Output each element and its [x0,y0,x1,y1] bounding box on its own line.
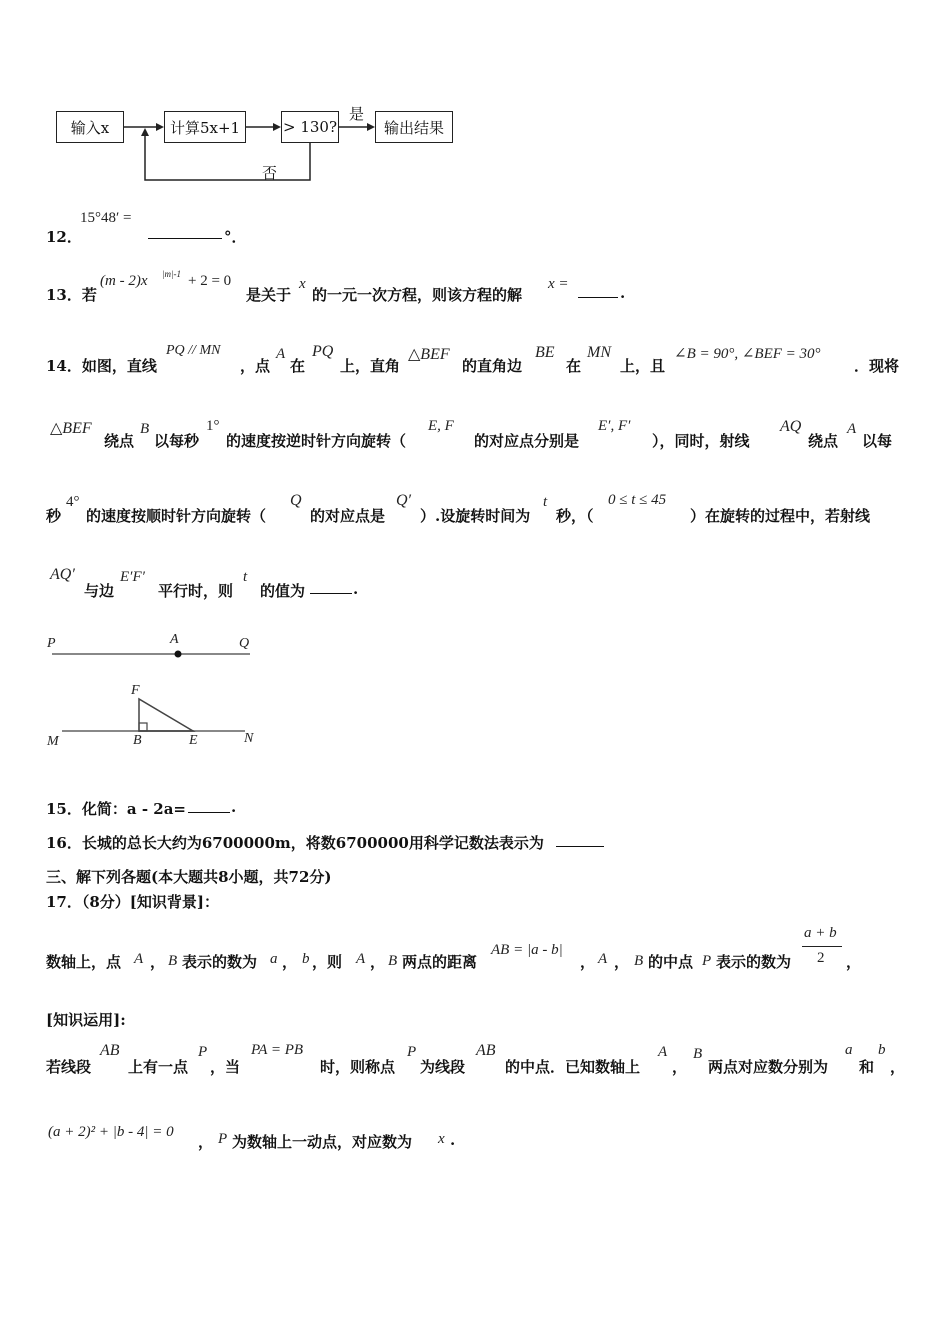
q13-exponent: |m|-1 [162,269,181,279]
q17-u1-b: 上有一点 [128,1058,189,1076]
q15-tail: . [231,798,237,816]
q17-u1-a: 若线段 [46,1058,92,1076]
q14-epfp: E′, F′ [598,418,631,434]
q17-a3: A [598,951,608,967]
q13-text2: 的一元一次方程，则该方程的解 [312,286,523,304]
q17-bg-f: 表示的数为 [716,953,792,971]
q17-a2: A [356,951,366,967]
fig-label-b: B [133,733,142,748]
fig-label-f: F [131,683,140,698]
q14-angles: ∠B = 90°, ∠BEF = 30° [674,346,821,362]
q14-l4-tail: . [353,580,359,598]
q17-distance: AB = |a - b| [491,942,563,958]
q13-solution: x = [548,276,569,292]
q12-answer-blank [148,224,222,239]
q17-u2-a: 为数轴上一动点，对应数为 [232,1133,413,1151]
q14-l4-a: 与边 [84,582,115,600]
q17-condition: (a + 2)² + |b - 4| = 0 [48,1124,174,1140]
q17-x: x [438,1131,445,1147]
q17-comma7: ， [672,1058,688,1076]
q14-l2-b: 以每秒 [154,432,200,450]
q17-fraction-num: a + b [804,925,837,941]
q14-t2: t [243,569,248,585]
q13-answer-blank [578,283,618,298]
q17-p2: P [198,1044,208,1060]
q14-epfp2: E′F′ [120,569,145,585]
flow-no-label: 否 [262,164,278,182]
q17-a4: A [658,1044,668,1060]
q17-comma2: ， [282,953,298,971]
q17-header: 17．（8分）[知识背景]： [46,893,220,911]
fig-label-a: A [170,632,179,647]
q17-comma4: ， [580,953,596,971]
q17-comma3: ， [370,953,386,971]
q17-b2: B [388,953,398,969]
q14-l1-a: 14．如图，直线 [46,357,157,375]
q17-u1-e: 为线段 [420,1058,466,1076]
q13-equation: (m - 2)x [100,273,148,289]
q13-equation-tail: + 2 = 0 [188,273,232,289]
q14-l2-a: 绕点 [104,432,135,450]
flow-input-label: 输入x [70,118,110,137]
q17-papb: PA = PB [251,1042,304,1058]
q14-l3-f: ）在旋转的过程中，若射线 [690,507,871,525]
q17-b1: B [168,953,178,969]
q14-l3-e: 秒，（ [556,507,594,525]
q14-l1-f: 在 [566,357,582,375]
q14-l2-f: 绕点 [808,432,839,450]
q17-comma1: ， [150,953,166,971]
flow-yes-label: 是 [349,105,365,123]
fig-label-p: P [47,636,56,651]
fig-label-m: M [47,734,59,749]
q17-comma9: ， [198,1133,214,1151]
q14-l1-h: ．现将 [854,357,900,375]
fig-label-n: N [244,731,254,746]
q17-u1-d: 时，则称点 [320,1058,396,1076]
q13-tail: . [620,284,626,302]
q14-deg4: 4° [66,494,80,510]
q17-fraction-bar [802,946,842,947]
q17-a-val2: a [845,1042,853,1058]
q17-bg-e: 的中点 [648,953,694,971]
q14-point-a2: A [847,421,857,437]
q17-u1-g: 两点对应数分别为 [708,1058,829,1076]
q14-be: BE [535,344,555,361]
q14-t: t [543,494,548,510]
q14-l1-d: 上，直角 [340,357,401,375]
q14-l2-c: 的速度按逆时针方向旋转（ [226,432,407,450]
q14-deg1: 1° [206,418,220,434]
q15-text: 15．化简：a - 2a= [46,800,186,818]
q14-l2-triangle: △BEF [50,420,92,437]
q17-bg-d: 两点的距离 [402,953,478,971]
q17-a-val: a [270,951,278,967]
q16-text: 16．长城的总长大约为6700000m，将数6700000用科学记数法表示为 [46,834,544,852]
q17-comma5: ， [614,953,630,971]
fig-label-q: Q [239,636,250,651]
flow-output-label: 输出结果 [383,118,444,137]
q14-l1-c: 在 [290,357,306,375]
q12-expression: 15°48′ = [80,210,132,226]
q14-ef: E, F [428,418,454,434]
q17-use-title: [知识运用]: [46,1011,126,1029]
q12-number: 12． [46,228,82,246]
q14-q: Q [290,492,302,509]
q14-l4-b: 平行时，则 [158,582,234,600]
q17-u1-f: 的中点．已知数轴上 [505,1058,641,1076]
q17-b-val2: b [878,1042,886,1058]
q14-l3-a: 秒 [46,507,62,525]
q14-l1-b: ，点 [240,357,271,375]
q14-l1-g: 上，且 [620,357,666,375]
q17-period: . [450,1131,456,1149]
q13-var: x [299,276,306,292]
q16-answer-blank [556,832,604,847]
q14-pq-mn: PQ // MN [166,343,221,358]
q14-l4-c: 的值为 [260,582,306,600]
flow-compute-label: 计算5x+1 [169,118,241,137]
q17-b4: B [693,1046,703,1062]
q17-bg-a: 数轴上，点 [46,953,122,971]
q17-comma6: ， [846,953,862,971]
q14-l2-d: 的对应点分别是 [474,432,580,450]
q14-triangle: △BEF [408,346,450,363]
q14-answer-blank [310,579,352,594]
q15-answer-blank [188,798,230,813]
q14-l3-d: ）.设旋转时间为 [420,507,531,525]
fig-label-e: E [189,733,198,748]
q14-point-b: B [140,421,150,437]
q14-l1-e: 的直角边 [462,357,523,375]
q14-l3-b: 的速度按顺时针方向旋转（ [86,507,267,525]
q13-text1: 是关于 [246,286,292,304]
q17-a1: A [134,951,144,967]
q17-bg-b: 表示的数为 [182,953,258,971]
q14-l2-e: ），同时，射线 [652,432,750,450]
q17-p4: P [218,1131,228,1147]
q14-l2-g: 以每 [862,432,893,450]
q14-pq: PQ [312,343,334,360]
q17-u1-c: ，当 [210,1058,241,1076]
q17-b3: B [634,953,644,969]
q14-mn: MN [587,344,611,361]
q17-p1: P [702,953,712,969]
q17-ab2: AB [476,1042,496,1059]
q14-point-a: A [276,346,286,362]
q14-qp: Q′ [396,492,412,509]
q17-u1-h: 和 [859,1058,875,1076]
q17-ab1: AB [100,1042,120,1059]
section3-title: 三、解下列各题(本大题共8小题，共72分) [46,868,332,886]
q14-aq: AQ [780,418,802,435]
flow-compare-label: > 130? [282,118,337,136]
q14-l3-c: 的对应点是 [310,507,386,525]
q17-comma8: ， [890,1058,906,1076]
q14-range: 0 ≤ t ≤ 45 [608,492,667,508]
q17-b-val: b [302,951,310,967]
q17-p3: P [407,1044,417,1060]
q14-aqp: AQ′ [50,566,75,583]
q17-fraction-den: 2 [817,950,825,966]
q12-tail: °． [224,228,247,246]
q13-number: 13．若 [46,286,97,304]
q17-bg-c: ，则 [312,953,343,971]
